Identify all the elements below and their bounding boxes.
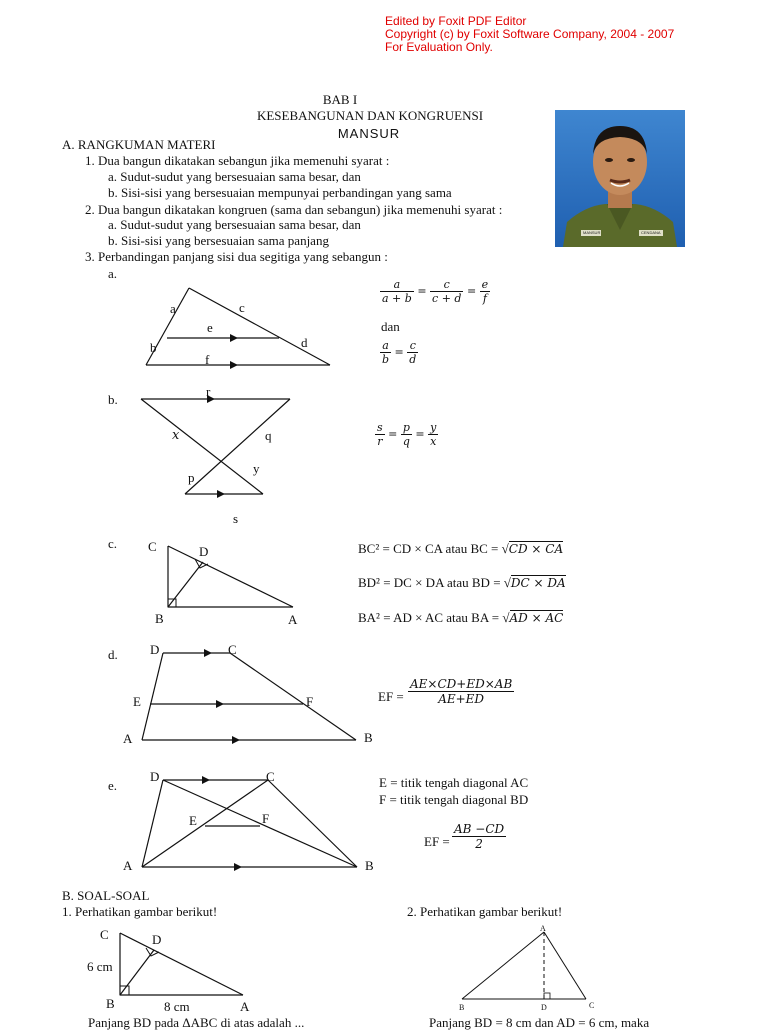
fig-a-label-c: c [239, 300, 245, 315]
fig-e-label-E: E [189, 813, 197, 828]
fig-d-label-D: D [150, 642, 160, 657]
q1-label-B: B [106, 996, 115, 1011]
fig-e-label-A: A [123, 858, 133, 873]
item-a-label: a. [108, 266, 118, 281]
watermark-line-2: Copyright (c) by Foxit Software Company, 2004 - 2007 [385, 27, 675, 41]
section-a-p1: 1. Dua bangun dikatakan sebangun jika memenuhi syarat : [85, 153, 390, 168]
chapter-label: BAB I [322, 92, 358, 107]
q1-label-6cm: 6 cm [87, 959, 113, 974]
q1-label-D: D [152, 932, 162, 947]
formula-a-dan: dan [381, 319, 400, 334]
fig-b-label-r: r [206, 385, 211, 399]
q1-label-8cm: 8 cm [164, 999, 190, 1014]
formula-c-3: BA² = AD × AC atau BA = √AD × AC [358, 610, 564, 625]
q2-label-D: D [541, 1003, 547, 1010]
fig-a-label-b: b [150, 340, 157, 355]
formula-c-2: BD² = DC × DA atau BD = √DC × DA [358, 575, 566, 590]
question-1-prompt: Panjang BD pada ΔABC di atas adalah ... [88, 1015, 305, 1030]
fig-d-label-C: C [228, 642, 237, 657]
item-e-label: e. [108, 778, 118, 793]
section-a-p1b: b. Sisi-sisi yang bersesuaian mempunyai perbandingan yang sama [108, 185, 452, 200]
fig-a-label-d: d [301, 335, 308, 350]
note-e-2: F = titik tengah diagonal BD [379, 792, 529, 807]
fig-d-label-E: E [133, 694, 141, 709]
section-a-p1a: a. Sudut-sudut yang bersesuaian sama besar, dan [108, 169, 361, 184]
fig-c-label-A: A [288, 612, 298, 627]
section-a-heading: A. RANGKUMAN MATERI [62, 137, 216, 152]
q1-label-C: C [100, 927, 109, 942]
question-2-figure [450, 920, 610, 1010]
fig-b-label-p: p [188, 470, 195, 485]
section-a-p3: 3. Perbandingan panjang sisi dua segitiga yang sebangun : [85, 249, 388, 264]
fig-a-label-e: e [207, 320, 213, 335]
question-1-text: 1. Perhatikan gambar berikut! [62, 904, 218, 919]
formula-b: $\frac{s}{r}$ = $\frac{p}{q}$ = $\frac{y}{x}$ [377, 421, 437, 448]
q2-label-C: C [589, 1001, 595, 1010]
note-e-1: E = titik tengah diagonal AC [379, 775, 529, 790]
fig-b-label-q: q [265, 428, 272, 443]
formula-e: $\frac{AB -CD}{2}$ [454, 822, 505, 851]
fig-e-label-D: D [150, 769, 160, 784]
formula-d: $\frac{AE\times CD+ED\times AB}{AE+ED}$ [410, 677, 513, 706]
fig-e-label-F: F [262, 811, 270, 826]
section-a-p2a: a. Sudut-sudut yang bersesuaian sama besar, dan [108, 217, 361, 232]
fig-d-label-B: B [364, 730, 373, 745]
fig-b-label-x: x [172, 428, 180, 443]
fig-c-label-B: B [155, 611, 164, 626]
page-title: KESEBANGUNAN DAN KONGRUENSI [256, 108, 484, 123]
item-b-label: b. [108, 392, 118, 407]
figure-a-triangle [140, 280, 340, 375]
fig-a-label-f: f [205, 352, 210, 367]
fig-c-label-D: D [199, 544, 209, 559]
item-c-label: c. [108, 536, 118, 551]
fig-d-label-F: F [306, 694, 314, 709]
formula-d-ef: EF = [378, 689, 404, 704]
photo-badge-right: CENDANA [641, 230, 661, 235]
item-d-label: d. [108, 647, 118, 662]
formula-e-ef: EF = [424, 834, 450, 849]
watermark-line-3: For Evaluation Only. [385, 40, 493, 54]
figure-b-crossed-triangles [135, 385, 300, 525]
section-b-heading: B. SOAL-SOAL [62, 888, 150, 903]
fig-a-label-a: a [170, 301, 176, 316]
q2-label-A: A [540, 924, 546, 933]
fig-d-label-A: A [123, 731, 133, 746]
formula-a-1: $\frac{a}{a + b}$ = $\frac{c}{c + d}$ = $\frac{e}{f}$ [382, 278, 489, 305]
watermark-line-1: Edited by Foxit PDF Editor [385, 14, 527, 28]
fig-b-label-s: s [233, 511, 239, 525]
fig-c-label-C: C [148, 539, 157, 554]
question-1-figure [80, 920, 270, 1020]
figure-e-trapezoid-diagonals [120, 765, 380, 875]
section-a-p2: 2. Dua bangun dikatakan kongruen (sama dan sebangun) jika memenuhi syarat : [85, 202, 503, 217]
q2-label-B: B [459, 1003, 465, 1010]
section-a-p2b: b. Sisi-sisi yang bersesuaian sama panjang [108, 233, 329, 248]
formula-c-1: BC² = CD × CA atau BC = √CD × CA [358, 541, 564, 556]
photo-badge-left: MANSUR [583, 230, 601, 235]
fig-e-label-C: C [266, 769, 275, 784]
author-name: MANSUR [337, 126, 401, 141]
question-2-text: 2. Perhatikan gambar berikut! [407, 904, 563, 919]
question-2-prompt: Panjang BD = 8 cm dan AD = 6 cm, maka [429, 1015, 650, 1030]
author-photo [555, 110, 685, 247]
figure-d-trapezoid [120, 638, 380, 748]
formula-a-2: $\frac{a}{b}$ = $\frac{c}{d}$ [382, 339, 417, 366]
fig-e-label-B: B [365, 858, 374, 873]
q1-label-A: A [240, 999, 250, 1014]
figure-c-right-triangle [145, 535, 315, 630]
fig-b-label-y: y [253, 461, 260, 476]
